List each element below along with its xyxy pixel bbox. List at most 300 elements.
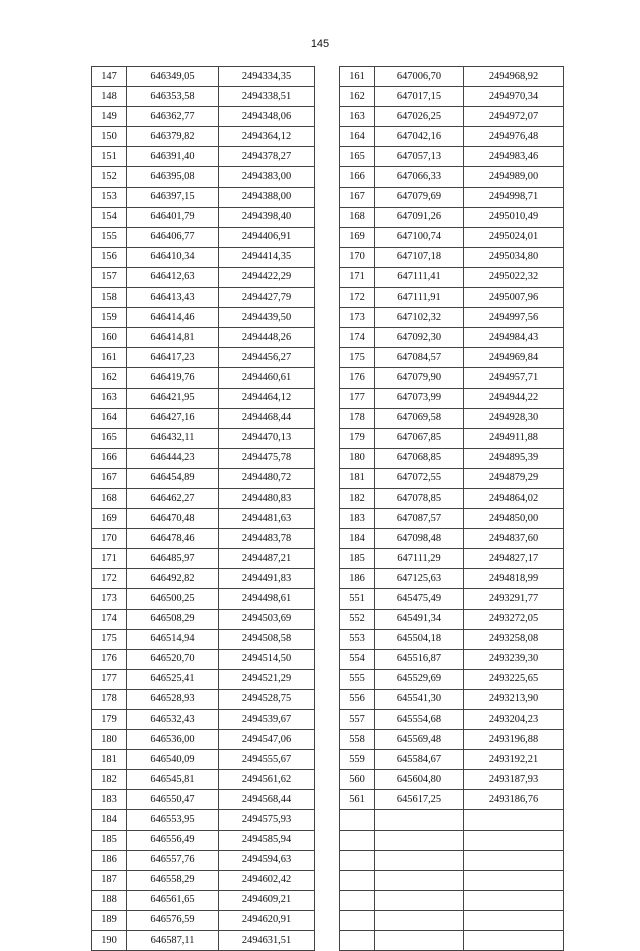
- x-coordinate-cell: 647017,15: [375, 87, 464, 107]
- x-coordinate-cell: 646528,93: [127, 689, 219, 709]
- x-coordinate-cell: 647111,29: [375, 549, 464, 569]
- point-number-cell: 162: [340, 87, 375, 107]
- table-row: [92, 710, 315, 730]
- point-number-cell: [340, 850, 375, 870]
- y-coordinate-cell: 2494818,99: [464, 569, 564, 589]
- point-number-cell: 167: [340, 187, 375, 207]
- point-number-cell: 165: [92, 428, 127, 448]
- y-coordinate-cell: 2494480,83: [219, 488, 315, 508]
- point-number-cell: [340, 810, 375, 830]
- point-number-cell: 188: [92, 890, 127, 910]
- point-number-cell: 176: [340, 368, 375, 388]
- table-row: [92, 227, 315, 247]
- x-coordinate-cell: 647026,25: [375, 107, 464, 127]
- x-coordinate-cell: [375, 870, 464, 890]
- y-coordinate-cell: 2494456,27: [219, 348, 315, 368]
- x-coordinate-cell: 646556,49: [127, 830, 219, 850]
- x-coordinate-cell: 646492,82: [127, 569, 219, 589]
- y-coordinate-cell: 2493213,90: [464, 689, 564, 709]
- point-number-cell: 161: [92, 348, 127, 368]
- x-coordinate-cell: 646587,11: [127, 931, 219, 951]
- point-number-cell: 152: [92, 167, 127, 187]
- x-coordinate-cell: 646406,77: [127, 227, 219, 247]
- table-row: [92, 910, 315, 930]
- table-row: [92, 890, 315, 910]
- y-coordinate-cell: 2494521,29: [219, 669, 315, 689]
- table-row: [340, 609, 564, 629]
- table-row: [92, 529, 315, 549]
- point-number-cell: 183: [92, 790, 127, 810]
- y-coordinate-cell: 2495010,49: [464, 207, 564, 227]
- x-coordinate-cell: 647107,18: [375, 247, 464, 267]
- y-coordinate-cell: 2494998,71: [464, 187, 564, 207]
- x-coordinate-cell: 646454,89: [127, 468, 219, 488]
- point-number-cell: 190: [92, 931, 127, 951]
- table-row: [340, 730, 564, 750]
- x-coordinate-cell: 646414,81: [127, 328, 219, 348]
- table-row: [92, 850, 315, 870]
- y-coordinate-cell: 2494609,21: [219, 890, 315, 910]
- point-number-cell: 554: [340, 649, 375, 669]
- x-coordinate-cell: 645541,30: [375, 689, 464, 709]
- table-row: [92, 107, 315, 127]
- y-coordinate-cell: 2494427,79: [219, 288, 315, 308]
- table-row: [92, 388, 315, 408]
- table-row: [340, 529, 564, 549]
- table-row: [340, 569, 564, 589]
- point-number-cell: 157: [92, 267, 127, 287]
- x-coordinate-cell: 647069,58: [375, 408, 464, 428]
- table-row: [92, 368, 315, 388]
- x-coordinate-cell: 647098,48: [375, 529, 464, 549]
- table-row: [340, 448, 564, 468]
- point-number-cell: 176: [92, 649, 127, 669]
- y-coordinate-cell: 2494997,56: [464, 308, 564, 328]
- y-coordinate-cell: 2494568,44: [219, 790, 315, 810]
- table-row: [340, 87, 564, 107]
- point-number-cell: 155: [92, 227, 127, 247]
- table-row: [92, 247, 315, 267]
- x-coordinate-cell: 646412,63: [127, 267, 219, 287]
- y-coordinate-cell: 2494631,51: [219, 931, 315, 951]
- table-row: [340, 689, 564, 709]
- y-coordinate-cell: 2494481,63: [219, 509, 315, 529]
- x-coordinate-cell: 646561,65: [127, 890, 219, 910]
- y-coordinate-cell: 2494460,61: [219, 368, 315, 388]
- table-row: [340, 187, 564, 207]
- point-number-cell: 180: [340, 448, 375, 468]
- point-number-cell: 156: [92, 247, 127, 267]
- y-coordinate-cell: 2494575,93: [219, 810, 315, 830]
- x-coordinate-cell: 647091,26: [375, 207, 464, 227]
- table-row: [92, 589, 315, 609]
- x-coordinate-cell: 645475,49: [375, 589, 464, 609]
- y-coordinate-cell: 2494503,69: [219, 609, 315, 629]
- x-coordinate-cell: 647006,70: [375, 67, 464, 87]
- table-row: [340, 488, 564, 508]
- point-number-cell: 558: [340, 730, 375, 750]
- y-coordinate-cell: 2494864,02: [464, 488, 564, 508]
- x-coordinate-cell: 646576,59: [127, 910, 219, 930]
- x-coordinate-cell: 645516,87: [375, 649, 464, 669]
- table-row: [340, 308, 564, 328]
- point-number-cell: 551: [340, 589, 375, 609]
- table-row: [340, 850, 564, 870]
- x-coordinate-cell: 646413,43: [127, 288, 219, 308]
- x-coordinate-cell: 646432,11: [127, 428, 219, 448]
- table-row: [340, 549, 564, 569]
- table-row: [340, 368, 564, 388]
- y-coordinate-cell: 2494827,17: [464, 549, 564, 569]
- point-number-cell: 174: [340, 328, 375, 348]
- table-row: [340, 710, 564, 730]
- x-coordinate-cell: 646417,23: [127, 348, 219, 368]
- point-number-cell: 560: [340, 770, 375, 790]
- table-row: [92, 267, 315, 287]
- point-number-cell: 151: [92, 147, 127, 167]
- y-coordinate-cell: [464, 910, 564, 930]
- x-coordinate-cell: 646462,27: [127, 488, 219, 508]
- x-coordinate-cell: [375, 810, 464, 830]
- x-coordinate-cell: 646553,95: [127, 810, 219, 830]
- y-coordinate-cell: 2495034,80: [464, 247, 564, 267]
- point-number-cell: 552: [340, 609, 375, 629]
- y-coordinate-cell: 2494895,39: [464, 448, 564, 468]
- point-number-cell: 184: [92, 810, 127, 830]
- table-row: [92, 669, 315, 689]
- y-coordinate-cell: 2494602,42: [219, 870, 315, 890]
- x-coordinate-cell: 646478,46: [127, 529, 219, 549]
- table-row: [92, 147, 315, 167]
- y-coordinate-cell: 2494528,75: [219, 689, 315, 709]
- y-coordinate-cell: [464, 870, 564, 890]
- point-number-cell: 162: [92, 368, 127, 388]
- x-coordinate-cell: [375, 910, 464, 930]
- y-coordinate-cell: 2494378,27: [219, 147, 315, 167]
- point-number-cell: 175: [92, 629, 127, 649]
- x-coordinate-cell: 646395,08: [127, 167, 219, 187]
- x-coordinate-cell: 647042,16: [375, 127, 464, 147]
- point-number-cell: 173: [340, 308, 375, 328]
- x-coordinate-cell: 647087,57: [375, 509, 464, 529]
- x-coordinate-cell: 646379,82: [127, 127, 219, 147]
- x-coordinate-cell: 646349,05: [127, 67, 219, 87]
- point-number-cell: 161: [340, 67, 375, 87]
- y-coordinate-cell: 2494944,22: [464, 388, 564, 408]
- y-coordinate-cell: 2494555,67: [219, 750, 315, 770]
- x-coordinate-cell: 646421,95: [127, 388, 219, 408]
- x-coordinate-cell: 647092,30: [375, 328, 464, 348]
- table-row: [340, 127, 564, 147]
- point-number-cell: 170: [340, 247, 375, 267]
- point-number-cell: 170: [92, 529, 127, 549]
- y-coordinate-cell: 2494969,84: [464, 348, 564, 368]
- point-number-cell: 154: [92, 207, 127, 227]
- x-coordinate-cell: 646485,97: [127, 549, 219, 569]
- coordinates-table-left: [91, 66, 315, 951]
- table-row: [340, 649, 564, 669]
- table-row: [92, 730, 315, 750]
- x-coordinate-cell: 647102,32: [375, 308, 464, 328]
- x-coordinate-cell: 646557,76: [127, 850, 219, 870]
- y-coordinate-cell: 2494970,34: [464, 87, 564, 107]
- y-coordinate-cell: 2494439,50: [219, 308, 315, 328]
- point-number-cell: 149: [92, 107, 127, 127]
- y-coordinate-cell: 2494539,67: [219, 710, 315, 730]
- point-number-cell: [340, 830, 375, 850]
- y-coordinate-cell: 2494968,92: [464, 67, 564, 87]
- table-row: [340, 167, 564, 187]
- point-number-cell: 168: [340, 207, 375, 227]
- point-number-cell: 553: [340, 629, 375, 649]
- point-number-cell: 165: [340, 147, 375, 167]
- y-coordinate-cell: 2494984,43: [464, 328, 564, 348]
- point-number-cell: 179: [92, 710, 127, 730]
- table-row: [340, 288, 564, 308]
- x-coordinate-cell: 647125,63: [375, 569, 464, 589]
- point-number-cell: 184: [340, 529, 375, 549]
- y-coordinate-cell: 2493239,30: [464, 649, 564, 669]
- table-row: [92, 87, 315, 107]
- table-row: [340, 931, 564, 951]
- x-coordinate-cell: 646520,70: [127, 649, 219, 669]
- point-number-cell: 180: [92, 730, 127, 750]
- y-coordinate-cell: 2494414,35: [219, 247, 315, 267]
- y-coordinate-cell: 2494464,12: [219, 388, 315, 408]
- point-number-cell: 163: [92, 388, 127, 408]
- y-coordinate-cell: 2494972,07: [464, 107, 564, 127]
- y-coordinate-cell: 2494879,29: [464, 468, 564, 488]
- x-coordinate-cell: 646514,94: [127, 629, 219, 649]
- x-coordinate-cell: 647084,57: [375, 348, 464, 368]
- table-row: [92, 308, 315, 328]
- y-coordinate-cell: 2494837,60: [464, 529, 564, 549]
- point-number-cell: 172: [340, 288, 375, 308]
- x-coordinate-cell: 647067,85: [375, 428, 464, 448]
- y-coordinate-cell: 2494594,63: [219, 850, 315, 870]
- point-number-cell: 169: [92, 509, 127, 529]
- table-row: [340, 890, 564, 910]
- x-coordinate-cell: 646391,40: [127, 147, 219, 167]
- y-coordinate-cell: 2494547,06: [219, 730, 315, 750]
- y-coordinate-cell: 2494483,78: [219, 529, 315, 549]
- table-row: [340, 790, 564, 810]
- table-row: [92, 810, 315, 830]
- table-row: [340, 388, 564, 408]
- y-coordinate-cell: 2494508,58: [219, 629, 315, 649]
- point-number-cell: 186: [340, 569, 375, 589]
- table-row: [340, 408, 564, 428]
- point-number-cell: 171: [92, 549, 127, 569]
- x-coordinate-cell: 647111,41: [375, 267, 464, 287]
- x-coordinate-cell: 646532,43: [127, 710, 219, 730]
- y-coordinate-cell: 2494491,83: [219, 569, 315, 589]
- point-number-cell: 163: [340, 107, 375, 127]
- table-row: [340, 267, 564, 287]
- point-number-cell: 178: [340, 408, 375, 428]
- table-row: [92, 207, 315, 227]
- y-coordinate-cell: 2494989,00: [464, 167, 564, 187]
- x-coordinate-cell: 647072,55: [375, 468, 464, 488]
- table-row: [92, 931, 315, 951]
- table-row: [92, 609, 315, 629]
- point-number-cell: 179: [340, 428, 375, 448]
- x-coordinate-cell: 646500,25: [127, 589, 219, 609]
- point-number-cell: 556: [340, 689, 375, 709]
- table-row: [340, 348, 564, 368]
- point-number-cell: 557: [340, 710, 375, 730]
- y-coordinate-cell: [464, 830, 564, 850]
- x-coordinate-cell: 645617,25: [375, 790, 464, 810]
- x-coordinate-cell: [375, 890, 464, 910]
- y-coordinate-cell: 2493272,05: [464, 609, 564, 629]
- point-number-cell: 181: [92, 750, 127, 770]
- table-row: [340, 770, 564, 790]
- x-coordinate-cell: 645504,18: [375, 629, 464, 649]
- point-number-cell: 169: [340, 227, 375, 247]
- x-coordinate-cell: 647111,91: [375, 288, 464, 308]
- y-coordinate-cell: 2494422,29: [219, 267, 315, 287]
- y-coordinate-cell: 2494957,71: [464, 368, 564, 388]
- y-coordinate-cell: 2493187,93: [464, 770, 564, 790]
- point-number-cell: 148: [92, 87, 127, 107]
- x-coordinate-cell: 645529,69: [375, 669, 464, 689]
- y-coordinate-cell: 2494468,44: [219, 408, 315, 428]
- point-number-cell: 178: [92, 689, 127, 709]
- point-number-cell: 182: [340, 488, 375, 508]
- point-number-cell: 182: [92, 770, 127, 790]
- x-coordinate-cell: 646401,79: [127, 207, 219, 227]
- y-coordinate-cell: 2493258,08: [464, 629, 564, 649]
- point-number-cell: 189: [92, 910, 127, 930]
- x-coordinate-cell: [375, 931, 464, 951]
- table-row: [340, 750, 564, 770]
- point-number-cell: 171: [340, 267, 375, 287]
- table-row: [92, 689, 315, 709]
- y-coordinate-cell: [464, 890, 564, 910]
- point-number-cell: 164: [340, 127, 375, 147]
- x-coordinate-cell: 646419,76: [127, 368, 219, 388]
- point-number-cell: [340, 890, 375, 910]
- x-coordinate-cell: 647100,74: [375, 227, 464, 247]
- x-coordinate-cell: 645604,80: [375, 770, 464, 790]
- table-row: [92, 468, 315, 488]
- y-coordinate-cell: 2494406,91: [219, 227, 315, 247]
- y-coordinate-cell: 2493186,76: [464, 790, 564, 810]
- x-coordinate-cell: 646558,29: [127, 870, 219, 890]
- y-coordinate-cell: 2494383,00: [219, 167, 315, 187]
- table-row: [340, 247, 564, 267]
- point-number-cell: 153: [92, 187, 127, 207]
- y-coordinate-cell: 2493196,88: [464, 730, 564, 750]
- y-coordinate-cell: 2494620,91: [219, 910, 315, 930]
- x-coordinate-cell: 645491,34: [375, 609, 464, 629]
- y-coordinate-cell: 2494487,21: [219, 549, 315, 569]
- point-number-cell: 168: [92, 488, 127, 508]
- table-row: [92, 549, 315, 569]
- point-number-cell: 185: [340, 549, 375, 569]
- point-number-cell: [340, 870, 375, 890]
- point-number-cell: 177: [340, 388, 375, 408]
- y-coordinate-cell: 2494475,78: [219, 448, 315, 468]
- table-row: [340, 589, 564, 609]
- point-number-cell: [340, 910, 375, 930]
- table-row: [92, 67, 315, 87]
- table-row: [92, 187, 315, 207]
- y-coordinate-cell: 2494911,88: [464, 428, 564, 448]
- table-row: [92, 750, 315, 770]
- table-row: [340, 107, 564, 127]
- x-coordinate-cell: 647057,13: [375, 147, 464, 167]
- table-row: [340, 468, 564, 488]
- y-coordinate-cell: 2494334,35: [219, 67, 315, 87]
- y-coordinate-cell: [464, 810, 564, 830]
- point-number-cell: 166: [92, 448, 127, 468]
- y-coordinate-cell: 2494928,30: [464, 408, 564, 428]
- y-coordinate-cell: 2494976,48: [464, 127, 564, 147]
- table-row: [340, 227, 564, 247]
- table-row: [92, 348, 315, 368]
- x-coordinate-cell: 645554,68: [375, 710, 464, 730]
- table-row: [92, 870, 315, 890]
- y-coordinate-cell: 2493225,65: [464, 669, 564, 689]
- point-number-cell: 147: [92, 67, 127, 87]
- x-coordinate-cell: 646414,46: [127, 308, 219, 328]
- x-coordinate-cell: 646362,77: [127, 107, 219, 127]
- table-row: [340, 207, 564, 227]
- point-number-cell: 159: [92, 308, 127, 328]
- point-number-cell: 177: [92, 669, 127, 689]
- point-number-cell: 175: [340, 348, 375, 368]
- x-coordinate-cell: 645584,67: [375, 750, 464, 770]
- y-coordinate-cell: 2494514,50: [219, 649, 315, 669]
- point-number-cell: 559: [340, 750, 375, 770]
- y-coordinate-cell: 2494850,00: [464, 509, 564, 529]
- x-coordinate-cell: 646508,29: [127, 609, 219, 629]
- x-coordinate-cell: 646525,41: [127, 669, 219, 689]
- x-coordinate-cell: 646545,81: [127, 770, 219, 790]
- y-coordinate-cell: 2494561,62: [219, 770, 315, 790]
- table-row: [92, 448, 315, 468]
- x-coordinate-cell: 646397,15: [127, 187, 219, 207]
- x-coordinate-cell: 647073,99: [375, 388, 464, 408]
- table-row: [92, 288, 315, 308]
- table-row: [92, 328, 315, 348]
- y-coordinate-cell: 2495022,32: [464, 267, 564, 287]
- x-coordinate-cell: 647066,33: [375, 167, 464, 187]
- point-number-cell: 166: [340, 167, 375, 187]
- y-coordinate-cell: 2493204,23: [464, 710, 564, 730]
- table-row: [92, 127, 315, 147]
- point-number-cell: 181: [340, 468, 375, 488]
- point-number-cell: [340, 931, 375, 951]
- y-coordinate-cell: 2494398,40: [219, 207, 315, 227]
- point-number-cell: 173: [92, 589, 127, 609]
- x-coordinate-cell: 646410,34: [127, 247, 219, 267]
- y-coordinate-cell: 2494470,13: [219, 428, 315, 448]
- y-coordinate-cell: 2494388,00: [219, 187, 315, 207]
- y-coordinate-cell: 2493192,21: [464, 750, 564, 770]
- y-coordinate-cell: 2494448,26: [219, 328, 315, 348]
- y-coordinate-cell: 2494480,72: [219, 468, 315, 488]
- y-coordinate-cell: [464, 850, 564, 870]
- table-row: [92, 830, 315, 850]
- x-coordinate-cell: [375, 850, 464, 870]
- y-coordinate-cell: 2494983,46: [464, 147, 564, 167]
- x-coordinate-cell: [375, 830, 464, 850]
- point-number-cell: 561: [340, 790, 375, 810]
- table-row: [340, 810, 564, 830]
